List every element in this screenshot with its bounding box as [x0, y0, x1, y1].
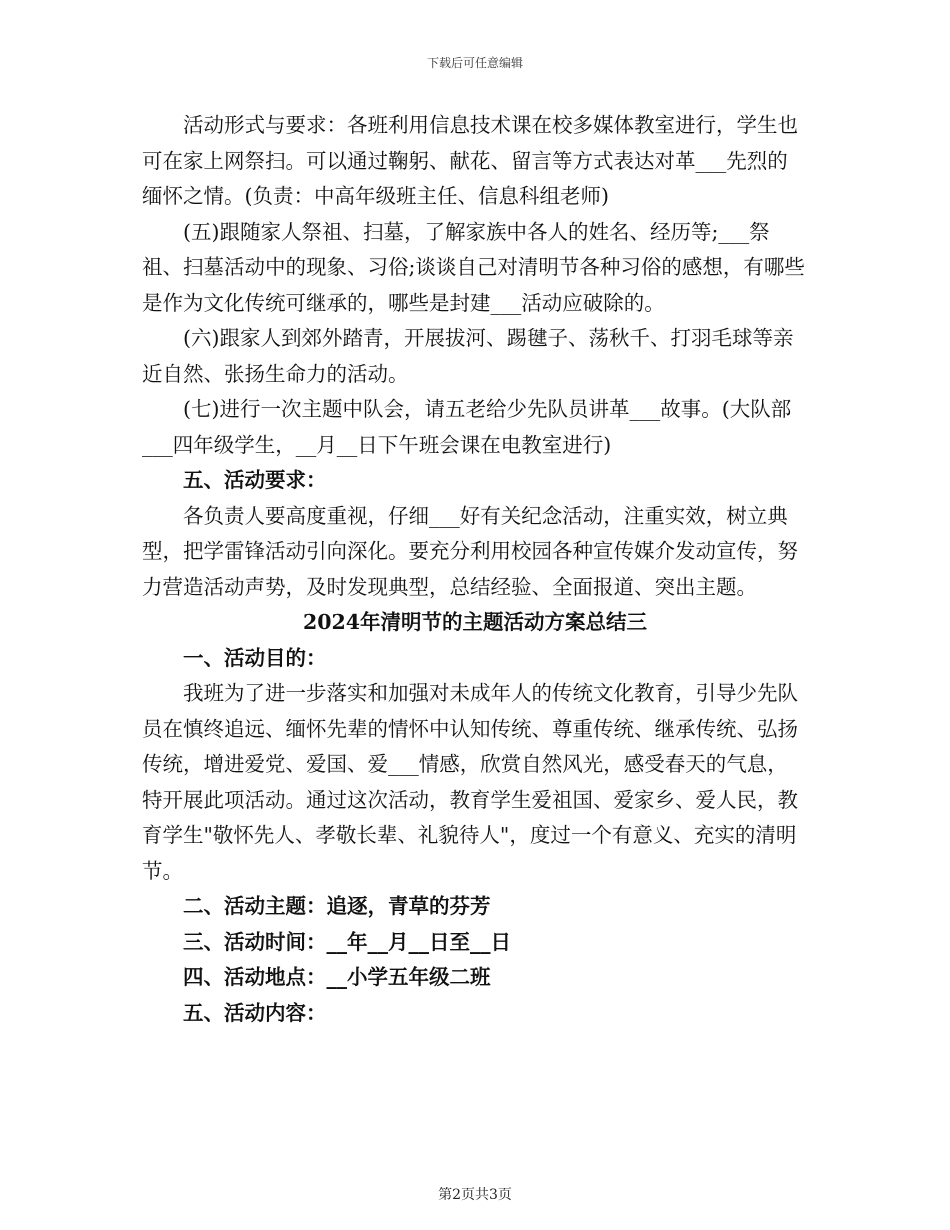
page-footer: 第2页共3页: [438, 1187, 512, 1203]
paragraph-item-6: (六)跟家人到郊外踏青，开展拔河、踢毽子、荡秋千、打羽毛球等亲近自然、张扬生命力的活动。: [142, 326, 794, 386]
paragraph-item-5: (五)跟随家人祭祖、扫墓，了解家族中各人的姓名、经历等;___祭祖、扫墓活动中的现象、习俗;谈谈自己对清明节各种习俗的感想，有哪些是作为文化传统可继承的，哪些是封建___活动应破除的。: [142, 219, 805, 315]
paragraph-requirements: 各负责人要高度重视，仔细___好有关纪念活动，注重实效，树立典型，把学雷锋活动引向深化。要充分利用校园各种宣传媒介发动宣传，努力营造活动声势，及时发现典型，总结经验、全面报道、突出主题。: [142, 503, 798, 599]
section-title: 2024年清明节的主题活动方案总结三: [302, 610, 648, 634]
heading-activity-location: 四、活动地点：__小学五年级二班: [183, 965, 491, 989]
heading-activity-purpose: 一、活动目的：: [183, 645, 327, 670]
heading-activity-time: 三、活动时间：__年__月__日至__日: [183, 929, 511, 954]
paragraph-item-7: (七)进行一次主题中队会，请五老给少先队员讲革___故事。(大队部___四年级学生，__月__日下午班会课在电教室进行): [142, 397, 792, 457]
heading-activity-theme: 二、活动主题：追逐，青草的芬芳: [183, 894, 491, 918]
paragraph-activity-form: 活动形式与要求：各班利用信息技术课在校多媒体教室进行，学生也可在家上网祭扫。可以通过鞠躬、献花、留言等方式表达对革___先烈的缅怀之情。(负责：中高年级班主任、信息科组老师): [142, 113, 798, 208]
page-header: 下载后可任意编辑: [426, 56, 523, 70]
heading-activity-requirements: 五、活动要求：: [183, 468, 327, 492]
document-body: [142, 108, 808, 1031]
heading-activity-content: 五、活动内容：: [183, 1000, 327, 1025]
paragraph-purpose: 我班为了进一步落实和加强对未成年人的传统文化教育，引导少先队员在慎终追远、缅怀先辈的情怀中认知传统、尊重传统、继承传统、弘扬传统，增进爱党、爱国、爱___情感，欣赏自然风光，感受春天的气息，特开展此项活动。通过这次活动，教育学生爱祖国、爱家乡、爱人民，教育学生"敬怀先人、孝敬长辈、礼貌待人"，度过一个有意义、充实的清明节。: [142, 681, 798, 883]
